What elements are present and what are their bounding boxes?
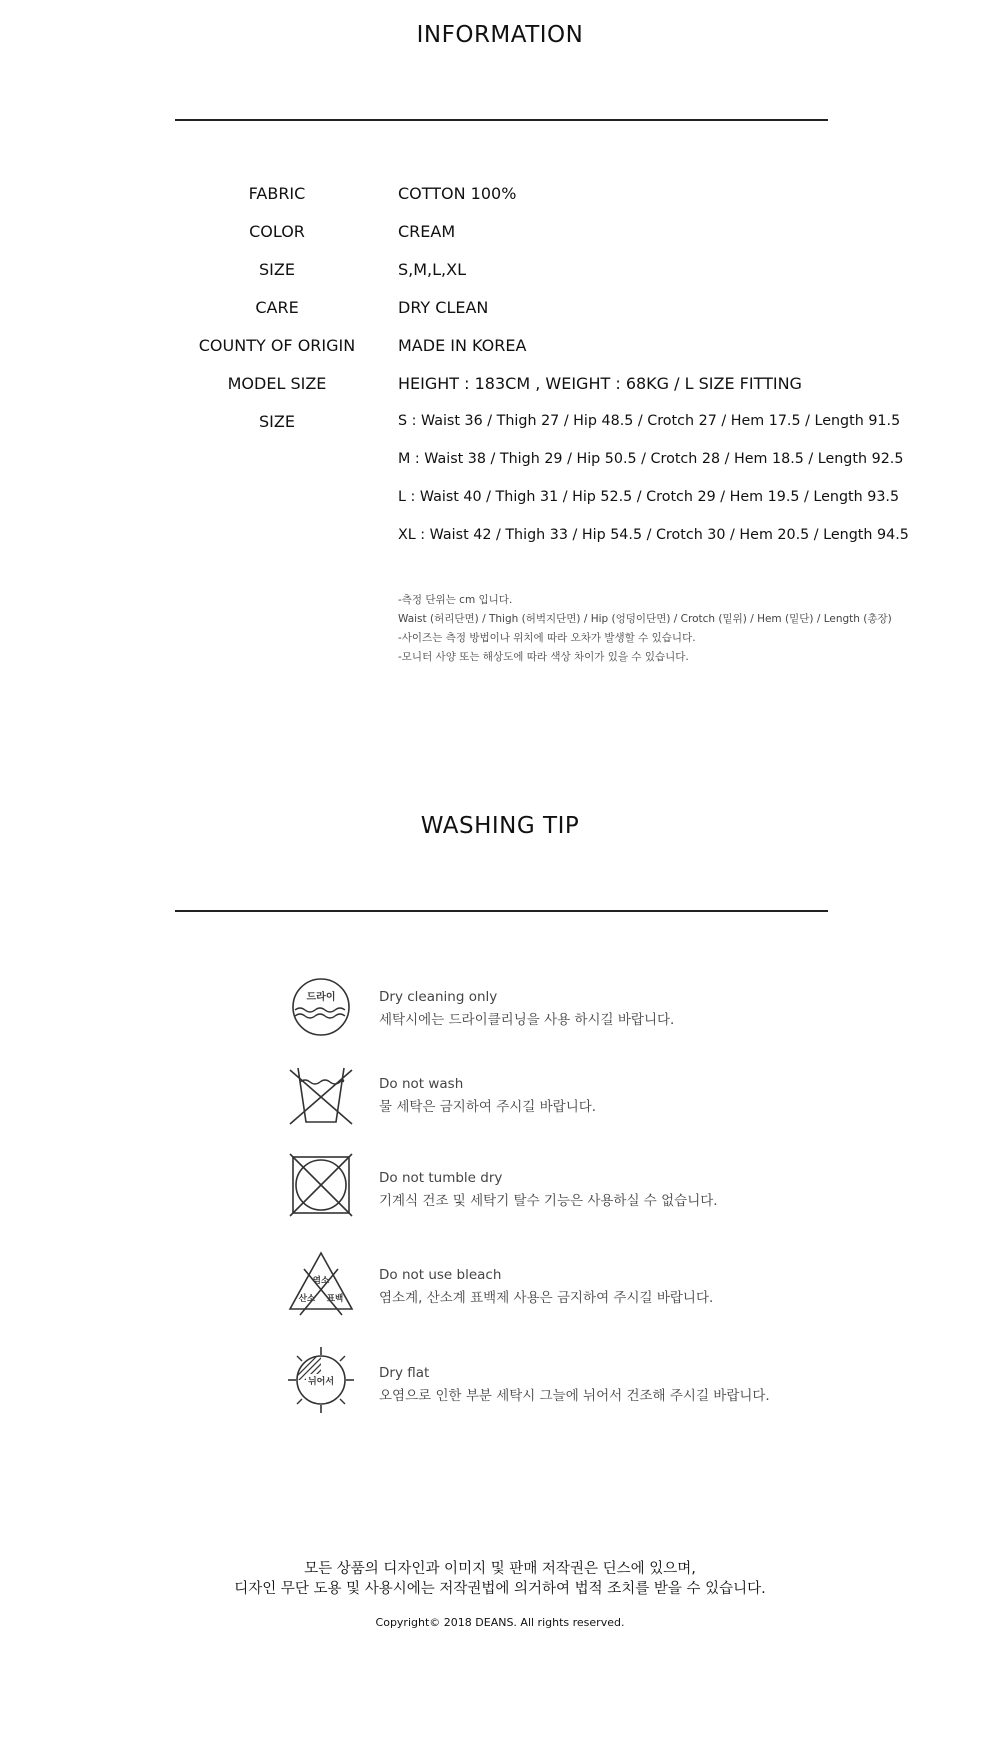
info-row-care	[0, 298, 1000, 328]
info-label: COLOR	[249, 222, 305, 241]
size-line-m: M : Waist 38 / Thigh 29 / Hip 50.5 / Crotch 28 / Hem 18.5 / Length 92.5	[398, 451, 904, 467]
info-value: HEIGHT : 183CM , WEIGHT : 68KG / L SIZE FITTING	[398, 374, 802, 393]
info-row-model-size	[0, 374, 1000, 404]
information-divider	[175, 119, 828, 121]
info-label: COUNTY OF ORIGIN	[198, 336, 356, 355]
info-row-size	[0, 260, 1000, 290]
information-title: INFORMATION	[416, 22, 584, 48]
info-value: COTTON 100%	[398, 184, 517, 203]
wash-item-en: Do not wash	[379, 1076, 464, 1092]
bleach-icon-label-bleach: 표백	[326, 1294, 344, 1304]
note-line: Waist (허리단면) / Thigh (허벅지단면) / Hip (엉덩이단면) / Crotch (밑위) / Hem (밑단) / Length (총장)	[398, 613, 892, 625]
info-label: MODEL SIZE	[227, 374, 327, 393]
info-value: CREAM	[398, 222, 456, 241]
wash-item-ko: 오염으로 인한 부분 세탁시 그늘에 뉘어서 건조해 주시길 바랍니다.	[379, 1388, 770, 1404]
wash-item-ko: 염소계, 산소계 표백제 사용은 금지하여 주시길 바랍니다.	[379, 1290, 714, 1306]
info-label: CARE	[255, 298, 299, 317]
size-line-s: S : Waist 36 / Thigh 27 / Hip 48.5 / Crotch 27 / Hem 17.5 / Length 91.5	[398, 413, 901, 429]
footer-copyright-notice-2: 디자인 무단 도용 및 사용시에는 저작권법에 의거하여 법적 조치를 받을 수 있습니다.	[234, 1581, 766, 1597]
dry-flat-icon-label: 뉘어서	[307, 1377, 335, 1387]
info-row-fabric	[0, 184, 1000, 214]
washing-divider	[175, 910, 828, 912]
wash-item-en: Do not use bleach	[379, 1267, 502, 1283]
info-value: DRY CLEAN	[398, 298, 489, 317]
wash-item-en: Dry cleaning only	[379, 989, 498, 1005]
copyright-text: Copyright© 2018 DEANS. All rights reserved.	[375, 1616, 625, 1629]
size-line-xl: XL : Waist 42 / Thigh 33 / Hip 54.5 / Crotch 30 / Hem 20.5 / Length 94.5	[398, 527, 909, 543]
info-row-color	[0, 222, 1000, 252]
footer-copyright-notice-1: 모든 상품의 디자인과 이미지 및 판매 저작권은 딘스에 있으며,	[304, 1561, 696, 1577]
dry-flat-icon	[286, 1345, 356, 1415]
note-line: -사이즈는 측정 방법이나 위치에 따라 오차가 발생할 수 있습니다.	[398, 632, 696, 644]
do-not-bleach-icon	[286, 1247, 356, 1317]
size-line-l: L : Waist 40 / Thigh 31 / Hip 52.5 / Crotch 29 / Hem 19.5 / Length 93.5	[398, 489, 900, 505]
bleach-icon-label-oxygen: 산소	[298, 1294, 316, 1304]
dry-clean-icon	[286, 972, 356, 1042]
do-not-tumble-dry-icon	[286, 1150, 356, 1220]
wash-item-ko: 물 세탁은 금지하여 주시길 바랍니다.	[379, 1099, 597, 1115]
bleach-icon-label-chlorine: 염소	[312, 1276, 330, 1286]
dry-clean-icon-label: 드라이	[306, 992, 336, 1003]
wash-item-en: Do not tumble dry	[379, 1170, 503, 1186]
info-row-origin	[0, 336, 1000, 366]
note-line: -모니터 사양 또는 해상도에 따라 색상 차이가 있을 수 있습니다.	[398, 651, 689, 663]
info-label: SIZE	[259, 412, 295, 431]
info-value: MADE IN KOREA	[398, 336, 527, 355]
info-value: S,M,L,XL	[398, 260, 467, 279]
note-line: -측정 단위는 cm 입니다.	[398, 594, 513, 606]
do-not-wash-icon	[286, 1060, 356, 1130]
wash-item-ko: 기계식 건조 및 세탁기 탈수 기능은 사용하실 수 없습니다.	[379, 1193, 718, 1209]
info-label: SIZE	[259, 260, 295, 279]
wash-item-ko: 세탁시에는 드라이클리닝을 사용 하시길 바랍니다.	[379, 1012, 675, 1028]
wash-item-en: Dry flat	[379, 1365, 430, 1381]
info-label: FABRIC	[248, 184, 306, 203]
washing-title: WASHING TIP	[420, 813, 580, 839]
